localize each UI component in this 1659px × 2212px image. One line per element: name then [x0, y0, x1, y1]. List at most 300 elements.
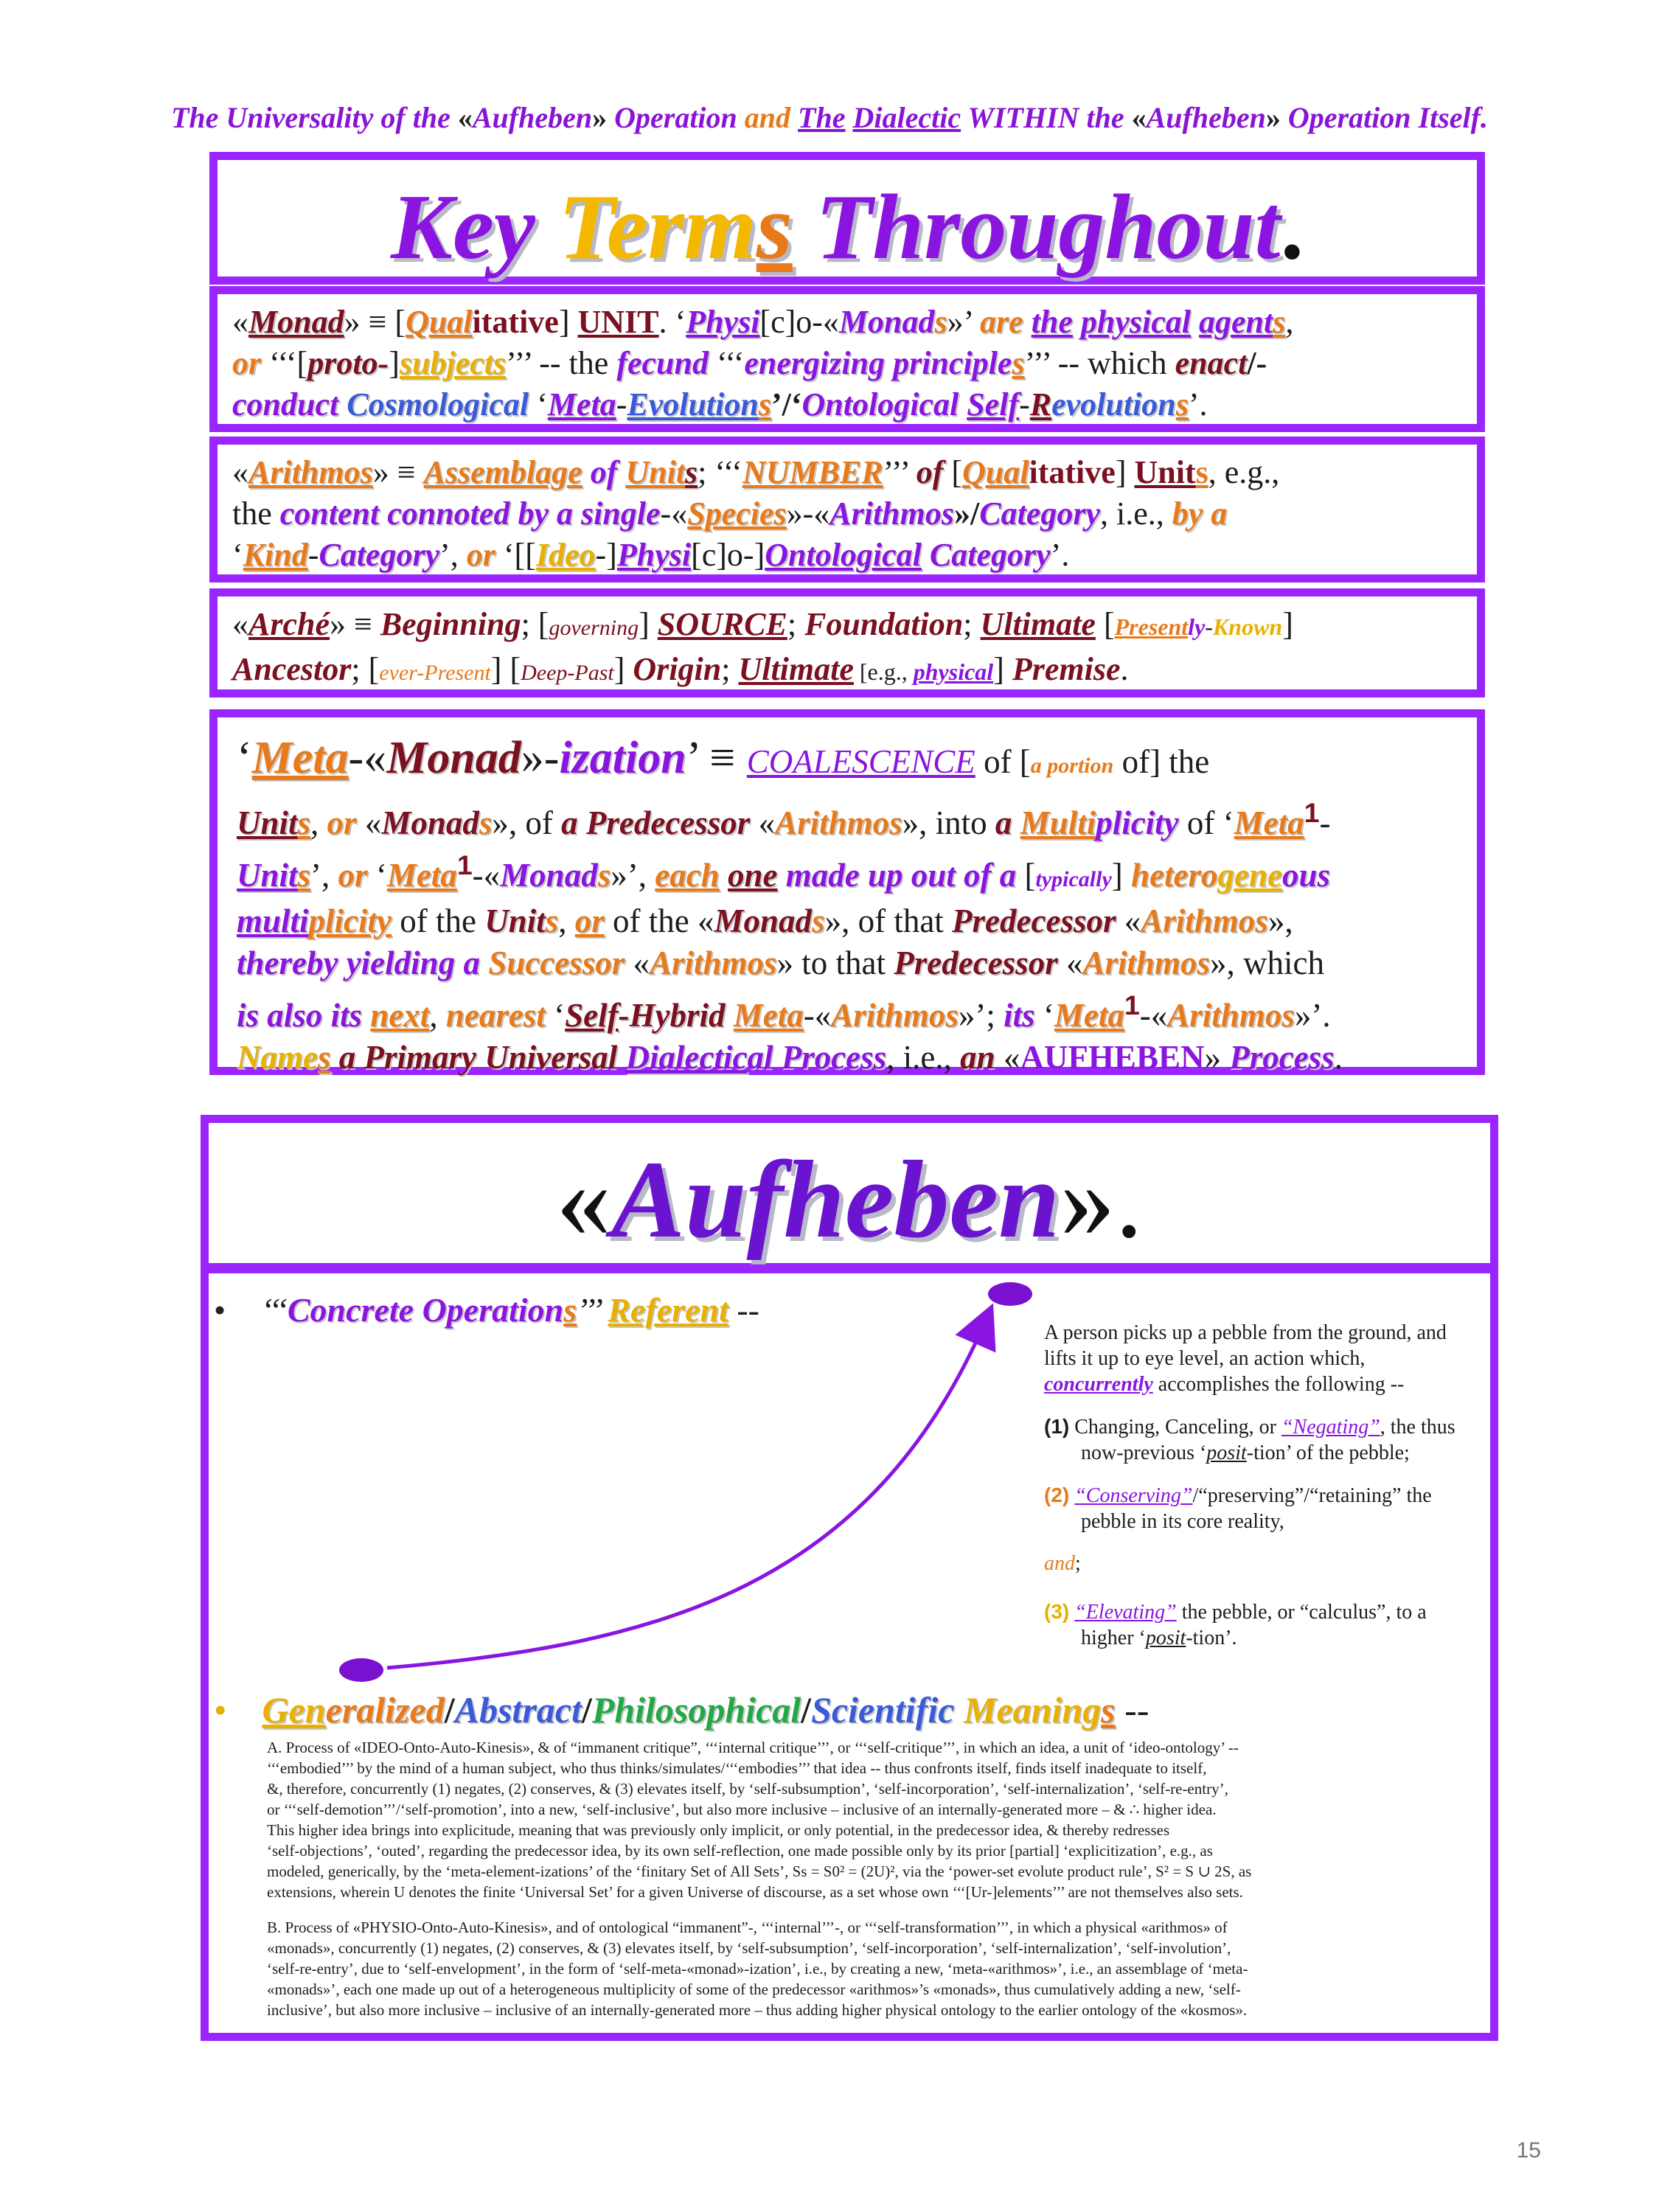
- seg: «monads»’, each one made up out of a heterogeneous multiplicity of some of the predecessor «arithmos»’s «monads», thus cumulatively adding a new, ‘self-: [267, 1980, 1241, 1998]
- start-dot: [339, 1658, 383, 1682]
- seg: », of: [492, 804, 562, 841]
- seg: s: [1101, 1689, 1116, 1731]
- seg: ‘: [232, 537, 243, 573]
- seg: 1: [456, 849, 473, 880]
- bullet-dot: •: [214, 1291, 226, 1329]
- end-dot: [988, 1282, 1032, 1306]
- seg: Monad: [248, 304, 344, 340]
- seg: Category: [979, 495, 1101, 532]
- step-number: (3): [1044, 1600, 1070, 1623]
- seg: proto-: [307, 345, 389, 381]
- seg: ’ ≡: [686, 733, 747, 783]
- seg: /: [444, 1689, 455, 1731]
- seg: », into: [902, 804, 995, 841]
- seg: Gen: [262, 1689, 326, 1731]
- paragraph-line: [267, 1882, 1461, 1902]
- paragraph-line: [267, 1861, 1461, 1882]
- seg: , i.e.,: [1100, 495, 1172, 532]
- paragraph-line: [267, 1820, 1461, 1840]
- seg: and: [1044, 1552, 1075, 1575]
- seg: »/: [954, 495, 980, 532]
- seg: /-: [1247, 345, 1267, 381]
- seg: Evolution: [627, 386, 759, 422]
- seg: Physi: [686, 304, 760, 340]
- seg: ;: [721, 651, 739, 687]
- header-part: Aufheben: [472, 101, 593, 134]
- seg: «monads», concurrently (1) negates, (2) conserves, & (3) elevates itself, by ‘self-subsumption’, ‘self-incorporation’, ‘self-internalization’, ‘self-involution’,: [267, 1939, 1231, 1957]
- seg: Predecessor: [952, 902, 1116, 939]
- seg: eralized: [325, 1689, 445, 1731]
- seg: energizing principle: [744, 345, 1012, 381]
- seg: ’’’: [577, 1291, 608, 1329]
- seg: -: [1319, 804, 1331, 841]
- seg: or: [232, 345, 262, 381]
- seg: «: [232, 454, 248, 490]
- seg: Dialectic: [625, 1039, 748, 1076]
- seg: a portion: [1030, 754, 1114, 778]
- seg: ’,: [439, 537, 467, 573]
- seg: » ≡: [372, 454, 424, 490]
- seg: Cosmological: [347, 386, 529, 422]
- seg: ’.: [1188, 386, 1208, 422]
- seg: inclusive’, but also more inclusive – inclusive of an internally-generated more – thus adding higher physical ontology to the earlier ontology of the «kosmos».: [267, 2001, 1248, 2019]
- seg: posit: [1206, 1441, 1247, 1464]
- seg: &, therefore, concurrently (1) negates, (2) conserves, & (3) elevates itself, by ‘self-subsumption’, ‘self-incorporation’, ‘self-internalization’, ‘self-re-entry’,: [267, 1780, 1228, 1798]
- seg: governing: [549, 616, 639, 640]
- header-part: and: [744, 101, 799, 134]
- seg: Unit: [625, 454, 686, 490]
- seg: ]: [639, 606, 658, 642]
- seg: -: [1205, 613, 1213, 640]
- seg: ,: [558, 902, 575, 939]
- pebble-step-3: [1044, 1599, 1479, 1651]
- paragraph-line: [267, 1938, 1461, 1958]
- elevation-arrow: [387, 1324, 984, 1668]
- seg: Qual: [962, 454, 1029, 490]
- paragraph-line: [267, 1778, 1461, 1799]
- title-word: .: [1280, 176, 1304, 279]
- seg: Self: [565, 997, 619, 1034]
- seg: ly: [1188, 613, 1206, 640]
- seg: Arché: [248, 606, 330, 642]
- paragraph-line: [267, 1840, 1461, 1861]
- seg: -«: [348, 733, 387, 783]
- seg: -: [616, 386, 627, 422]
- header-part: The Universality of the: [171, 101, 458, 134]
- seg: COALESCENCE: [746, 743, 975, 780]
- header-part: Operation: [607, 101, 745, 134]
- seg: Arithmos: [248, 454, 373, 490]
- seg: s: [479, 804, 493, 841]
- seg: thereby yielding a: [237, 945, 480, 981]
- seg: posit: [1145, 1627, 1186, 1649]
- seg: Unit: [237, 857, 298, 894]
- seg: plicity: [308, 902, 392, 939]
- seg: «: [995, 1039, 1020, 1076]
- seg: agent: [1199, 304, 1273, 340]
- seg: or: [327, 804, 357, 841]
- header-part: The: [798, 101, 846, 134]
- seg: Scientific: [811, 1689, 955, 1731]
- seg: s: [597, 857, 611, 894]
- seg: Unit: [237, 804, 298, 841]
- seg: »: [1204, 1039, 1230, 1076]
- seg: of the «: [604, 902, 714, 939]
- seg: -]: [595, 537, 617, 573]
- paragraph-line: [267, 2000, 1461, 2020]
- seg: , the thus now-previous ‘: [1081, 1416, 1455, 1464]
- seg: ]: [993, 651, 1012, 687]
- seg: UNIT: [577, 304, 659, 340]
- seg: “Conserving”: [1074, 1484, 1193, 1507]
- seg: -Hybrid: [618, 997, 734, 1034]
- seg: ,: [1285, 304, 1294, 340]
- seg: -: [307, 537, 319, 573]
- seg: Monad: [386, 733, 521, 783]
- seg: s: [812, 902, 825, 939]
- seg: of] the: [1113, 743, 1210, 780]
- seg: »-«: [786, 495, 830, 532]
- seg: ’,: [310, 857, 338, 894]
- seg: ‘‘‘: [261, 1291, 288, 1329]
- seg: ’/‘: [771, 386, 802, 422]
- step-number: (1): [1044, 1415, 1070, 1438]
- seg: ;: [787, 606, 805, 642]
- seg: ;: [1075, 1552, 1081, 1575]
- paragraph-line: [267, 1758, 1461, 1778]
- seg: , i.e.,: [886, 1039, 961, 1076]
- seg: Premise: [1012, 651, 1121, 687]
- seg: concurrently: [1044, 1373, 1153, 1396]
- seg: ‘‘‘[: [261, 345, 308, 381]
- seg: Ultimate: [738, 651, 854, 687]
- title-word: Throughout: [792, 176, 1281, 279]
- title-word: s: [756, 176, 793, 279]
- header-part: WITHIN the: [961, 101, 1132, 134]
- seg: -«: [1139, 997, 1168, 1034]
- seg: is also its: [237, 997, 363, 1034]
- seg: gene: [1217, 857, 1283, 894]
- seg: » ≡ [: [344, 304, 406, 340]
- seg: ]: [1115, 454, 1135, 490]
- seg: »’,: [611, 857, 655, 894]
- seg: Kind: [243, 537, 308, 573]
- seg: ‘self-re-entry’, due to ‘self-envelopment’, in the form of ‘self-meta-«monad»-ization’, i.e., by creating a new, ‘meta-«arithmos»’, i.e., an assemblage of ‘meta-: [267, 1960, 1248, 1978]
- bullet-dot: •: [214, 1689, 227, 1731]
- seg: accomplishes the following --: [1152, 1373, 1405, 1396]
- generalized-meanings-bullet: [214, 1688, 1149, 1731]
- pebble-example-text: [1044, 1320, 1479, 1667]
- meaning-paragraph-b: [267, 1917, 1461, 2020]
- seg: Qual: [406, 304, 473, 340]
- seg: 1: [1304, 797, 1320, 828]
- seg: ‘: [237, 733, 252, 783]
- seg: of the: [392, 902, 485, 939]
- header-part: Dialectic: [852, 101, 961, 134]
- seg: Monad: [714, 902, 813, 939]
- seg: ]: [558, 304, 578, 340]
- seg: Beginning: [380, 606, 521, 642]
- seg: . ‘: [658, 304, 686, 340]
- seg: ] [: [490, 651, 521, 687]
- seg: the: [1031, 304, 1073, 340]
- seg: Arithmos: [775, 804, 902, 841]
- seg: , e.g.,: [1208, 454, 1280, 490]
- seg: Meta: [1234, 804, 1304, 841]
- seg: of: [582, 454, 626, 490]
- seg: itative: [1029, 454, 1116, 490]
- paragraph-line: [267, 1958, 1461, 1979]
- seg: subjects: [399, 345, 507, 381]
- seg: hetero: [1131, 857, 1218, 894]
- seg: [: [1016, 857, 1036, 894]
- seg: ever-Present: [379, 661, 491, 685]
- seg: Ancestor: [232, 651, 352, 687]
- seg: ‘: [529, 386, 548, 422]
- seg: s: [297, 857, 311, 894]
- seg: -tion’.: [1186, 1627, 1237, 1649]
- seg: Referent: [608, 1291, 728, 1329]
- seg: R: [1029, 386, 1052, 422]
- seg: or: [574, 902, 605, 939]
- seg: Unit: [1134, 454, 1196, 490]
- seg: »’.: [1294, 997, 1331, 1034]
- header-part: »: [1265, 101, 1281, 134]
- seg: NUMBER: [742, 454, 883, 490]
- seg: Physi: [616, 537, 692, 573]
- seg: content connoted by a single: [279, 495, 661, 532]
- seg: s: [317, 1039, 331, 1076]
- seg: «: [750, 804, 776, 841]
- seg: ‘‘‘: [708, 345, 745, 381]
- pebble-step-2: [1044, 1482, 1479, 1534]
- seg: of ‘: [1178, 804, 1234, 841]
- seg: Arithmos: [830, 495, 955, 532]
- seg: or ‘‘‘self-demotion’’’/‘self-promotion’, into a new, ‘self-inclusive’, but also more inclusive – inclusive of an internally-generated more – & ∴ higher idea.: [267, 1801, 1217, 1818]
- seg: Ideo: [535, 537, 596, 573]
- seg: Origin: [633, 651, 722, 687]
- seg: enact: [1175, 345, 1248, 381]
- seg: each: [655, 857, 720, 894]
- seg: one: [727, 857, 778, 894]
- seg: of: [916, 454, 944, 490]
- seg: Category: [319, 537, 440, 573]
- header-part: Aufheben: [1146, 101, 1266, 134]
- seg: ous: [1282, 857, 1331, 894]
- seg: physical: [913, 658, 994, 685]
- paragraph-line: [267, 1737, 1461, 1758]
- seg: »’: [947, 304, 981, 340]
- seg: its: [1004, 997, 1035, 1034]
- seg: conduct: [232, 386, 347, 422]
- seg: Arithmos: [1167, 997, 1295, 1034]
- header-part: Operation Itself.: [1280, 101, 1488, 134]
- seg: ; ‘‘‘: [698, 454, 742, 490]
- seg: A. Process of «IDEO-Onto-Auto-Kinesis», & of “immanent critique”, ‘‘‘internal critique’’’, or ‘‘‘self-critique’’’, in which an idea, a unit of ‘ideo-ontology’ --: [267, 1739, 1239, 1756]
- seg: of [: [975, 743, 1031, 780]
- seg: Monad: [381, 804, 479, 841]
- header-part: «: [457, 101, 473, 134]
- seg: fecund: [616, 345, 709, 381]
- seg: ;: [963, 606, 981, 642]
- seg: s: [297, 804, 311, 841]
- seg: «: [232, 606, 248, 642]
- meaning-paragraph-a: [267, 1737, 1461, 1902]
- seg: Present: [1114, 613, 1189, 640]
- seg: .: [1120, 651, 1129, 687]
- seg: A person picks up a pebble from the ground, and lifts it up to eye level, an action which,: [1044, 1321, 1447, 1370]
- seg: ‘self-objections’, ‘outed’, regarding the predecessor idea, by its own self-reflection, one made possible only by its prior [partial] ‘explicitization’, e.g., as: [267, 1842, 1213, 1860]
- seg: next: [370, 997, 430, 1034]
- seg: »’;: [958, 997, 1004, 1034]
- seg: «: [1057, 945, 1083, 981]
- seg: Category: [929, 537, 1051, 573]
- seg: Arithmos: [1141, 902, 1268, 939]
- seg: s: [1175, 386, 1189, 422]
- seg: [e.g.,: [853, 658, 914, 685]
- seg: ,: [310, 804, 327, 841]
- seg: Arithmos: [831, 997, 959, 1034]
- seg: nearest: [445, 997, 546, 1034]
- guillemet: «: [556, 1138, 612, 1261]
- seg: Ontological: [801, 386, 959, 422]
- seg: ‘‘‘embodied’’’ by the mind of a human subject, who thus thinks/simulates/‘‘‘embodies’’’ that idea -- thus confronts itself, finds itself inadequate to itself,: [267, 1759, 1207, 1777]
- seg: Assemblage: [423, 454, 582, 490]
- seg: Monad: [838, 304, 935, 340]
- seg: ]: [1111, 857, 1132, 894]
- seg: This higher idea brings into explicitude, meaning that was previously only implicit, or only potential, in the predecessor idea, & thereby redresses: [267, 1821, 1170, 1839]
- seg: ’’’: [883, 454, 917, 490]
- seg: s: [563, 1291, 577, 1329]
- seg: typically: [1035, 867, 1112, 891]
- pebble-intro: [1044, 1320, 1479, 1397]
- title-word: Term: [558, 176, 757, 279]
- seg: the: [232, 495, 280, 532]
- seg: ]: [1282, 606, 1293, 642]
- seg: or: [338, 857, 368, 894]
- seg: Self: [967, 386, 1020, 422]
- seg: » to that: [776, 945, 894, 981]
- aufheben-word: Aufheben: [611, 1138, 1060, 1261]
- seg: Unit: [484, 902, 546, 939]
- seg: Meta: [1054, 997, 1124, 1034]
- seg: «: [232, 304, 248, 340]
- seg: evolution: [1051, 386, 1176, 422]
- seg: Concrete Operation: [287, 1291, 564, 1329]
- seg: made up out of a: [785, 857, 1017, 894]
- seg: Foundation: [804, 606, 964, 642]
- seg: a: [995, 804, 1012, 841]
- seg: extensions, wherein U denotes the finite ‘Universal Set’ for a given Universe of discourse, as a set whose own ‘‘‘[Ur-]elements’’’ are not themselves also sets.: [267, 1883, 1243, 1901]
- seg: SOURCE: [657, 606, 787, 642]
- seg: » ≡: [330, 606, 380, 642]
- seg: -: [1019, 386, 1030, 422]
- seg: Philosophical: [591, 1689, 801, 1731]
- seg: Species: [687, 495, 787, 532]
- seg: physical: [1080, 304, 1192, 340]
- seg: ’’’ -- which: [1024, 345, 1175, 381]
- seg: ‘: [545, 997, 566, 1034]
- seg: are: [980, 304, 1023, 340]
- seg: -«: [472, 857, 501, 894]
- step-number: (2): [1044, 1484, 1070, 1506]
- seg: s: [1195, 454, 1208, 490]
- seg: ’’’ -- the: [506, 345, 617, 381]
- seg: Meta: [547, 386, 616, 422]
- seg: -tion’ of the pebble;: [1246, 1441, 1410, 1464]
- seg: Multi: [1020, 804, 1096, 841]
- seg: «: [1116, 902, 1141, 939]
- seg: Predecessor: [894, 945, 1058, 981]
- seg: s: [545, 902, 559, 939]
- seg: ]: [613, 651, 633, 687]
- seg: Name: [237, 1039, 318, 1076]
- seg: «: [625, 945, 650, 981]
- seg: Meta: [386, 857, 457, 894]
- seg: Deep-Past: [521, 661, 614, 685]
- seg: the pebble, or “calculus”, to a higher ‘: [1081, 1601, 1427, 1649]
- seg: [: [1095, 606, 1115, 642]
- seg: [c]o-]: [691, 537, 765, 573]
- header-part: »: [592, 101, 608, 134]
- seg: AUFHEBEN: [1020, 1039, 1205, 1076]
- seg: or: [466, 537, 495, 573]
- seg: [954, 1689, 964, 1731]
- seg: [: [943, 454, 963, 490]
- paragraph-line: [267, 1917, 1461, 1938]
- seg: /: [581, 1689, 592, 1731]
- seg: Known: [1212, 613, 1283, 640]
- seg: ‘[[: [495, 537, 536, 573]
- seg: an: [960, 1039, 995, 1076]
- guillemet: ».: [1060, 1138, 1143, 1261]
- seg: --: [1115, 1689, 1150, 1731]
- header-part: «: [1131, 101, 1147, 134]
- seg: a Primary Universal: [338, 1039, 618, 1076]
- pebble-step-1: [1044, 1413, 1479, 1466]
- seg: Successor: [488, 945, 625, 981]
- seg: «: [356, 804, 382, 841]
- seg: s: [934, 304, 947, 340]
- seg: s: [1273, 304, 1286, 340]
- paragraph-line: [267, 1979, 1461, 2000]
- seg: Ultimate: [980, 606, 1096, 642]
- seg: ‘: [367, 857, 387, 894]
- seg: Meaning: [963, 1689, 1102, 1731]
- seg: B. Process of «PHYSIO-Onto-Auto-Kinesis», and of ontological “immanent”-, ‘‘‘internal’’’-, or ‘‘‘self-transformation’’’, in which a physical «arithmos» of: [267, 1919, 1228, 1936]
- seg: al Process: [747, 1039, 887, 1076]
- seg: Ontological: [765, 537, 922, 573]
- seg: .: [1334, 1039, 1343, 1076]
- seg: modeled, generically, by the ‘meta-element-izations’ of the ‘finitary Set of All Sets’, Ss = S0² = (2U)², via the ‘power-set evolute product rule’, S² = S ∪ 2S, as: [267, 1863, 1252, 1880]
- title-word: Key: [390, 176, 559, 279]
- seg: -«: [803, 997, 832, 1034]
- seg: »-: [521, 733, 560, 783]
- seg: ization: [559, 733, 686, 783]
- seg: a Predecessor: [561, 804, 751, 841]
- seg: ]: [389, 345, 400, 381]
- seg: 1: [1124, 990, 1140, 1020]
- seg: ; [: [521, 606, 549, 642]
- seg: /: [801, 1689, 812, 1731]
- seg: s: [1012, 345, 1025, 381]
- seg: Meta: [733, 997, 804, 1034]
- seg: by a: [1172, 495, 1228, 532]
- page-number: 15: [1516, 2138, 1541, 2163]
- seg: multi: [237, 902, 309, 939]
- seg: -«: [660, 495, 688, 532]
- seg: », of that: [824, 902, 953, 939]
